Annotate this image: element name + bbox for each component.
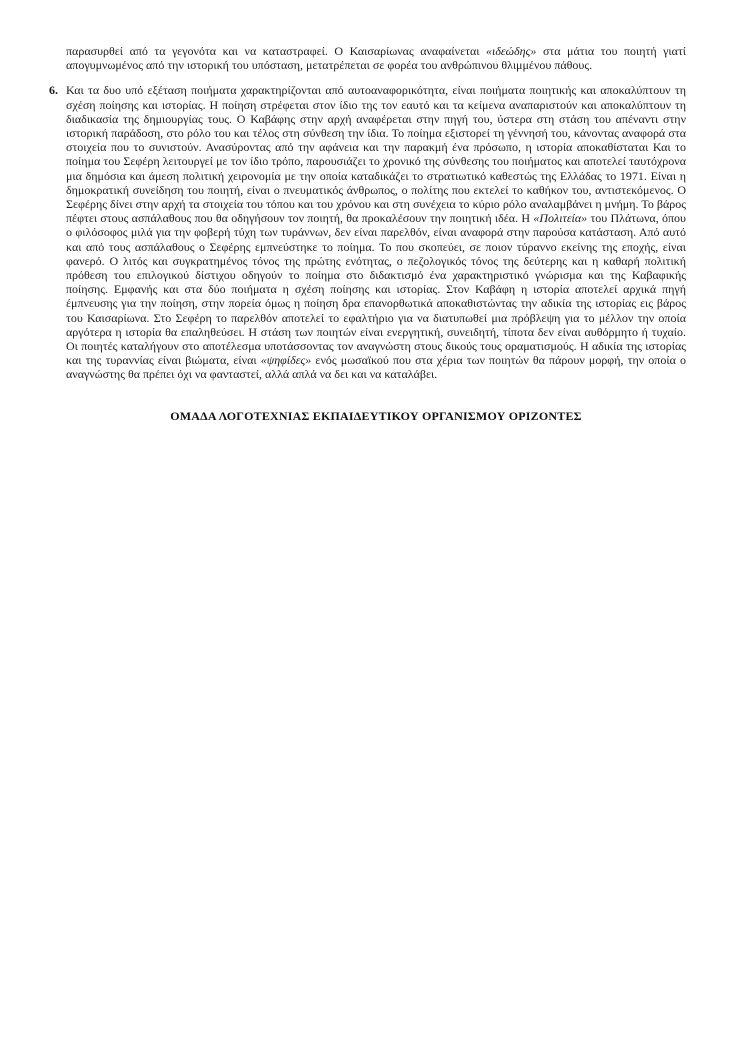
intro-text-segment: παρασυρθεί από τα γεγονότα και να καταστραφεί. Ο Καισαρίωνας αναφαίνεται bbox=[66, 44, 486, 58]
list-item-6 bbox=[49, 83, 686, 381]
item6-quoted-term-politeia: «Πολιτεία» bbox=[533, 211, 588, 226]
intro-quoted-term: «ιδεώδης» bbox=[486, 44, 537, 58]
item6-quoted-term-psifides: «ψηφίδες» bbox=[260, 353, 312, 368]
list-item-paragraph bbox=[66, 83, 686, 381]
item6-text-segment: Και τα δυο υπό εξέταση ποιήματα χαρακτηρίζονται από αυτοαναφορικότητα, είναι ποιήματα ποιητικής και αποκαλύπτουν τη σχέση ποίησης και ιστορίας. Η ποίηση στρέφεται στον ίδιο της τον εαυτό και τα κείμενα αναπαριστούν και αποκαλύπτουν τη διαδικασία της δημιουργίας τους. Ο Καβάφης στην αρχή αναφέρεται στην πηγή του, ύστερα στη στάση του απέναντι στην ιστορική παράδοση, στο ρόλο του και τέλος στη σύνθεση την ίδια. Το ποίημα εξιστορεί τη γέννησή του, κάνοντας αναφορά στα στοιχεία που το συνιστούν. Ανασύροντας από την αφάνεια και την παρακμή ένα πρόσωπο, η ιστορία αποκαθίσταται Και το ποίημα του Σεφέρη λειτουργεί με τον ίδιο τρόπο, παρουσιάζει το χρονικό της σύνθεσης του ποιήματος και αποτελεί ταυτόχρονα μια δημόσια και άμεση πολιτική χειρονομία με την οποία καταδικάζει το στρατιωτικό καθεστώς της Ελλάδας το 1971. Είναι η δημοκρατική συνείδηση του ποιητή, είναι ο πνευματικός άνθρωπος, ο πολίτης που εκτελεί το καθήκον του, αντιστεκόμενος. Ο Σεφέρης δίνει στην αρχή τα στοιχεία του τόπου και του χρόνου και στη συνέχεια το κύριο ρόλο αναλαμβάνει η μνήμη. Το βάρος πέφτει στους ασπάλαθους που θα οδηγήσουν τον ποιητή, θα προκαλέσουν την ποιητική ιδέα. Η bbox=[66, 83, 686, 226]
list-item-number: 6. bbox=[49, 83, 58, 98]
item6-text-segment: του Πλάτωνα, όπου ο φιλόσοφος μιλά για την φοβερή τύχη των τυράννων, δεν είναι παρελθόν, είναι αναφορά στην παρούσα κατάσταση. Από αυτό και από τους ασπάλαθους ο Σεφέρης εμπνεύστηκε το ποίημα. Το που σκοπεύει, σε ποιον τύραννο εκείνης της εποχής, είναι φανερό. Ο λιτός και συγκρατημένος τόνος της πρώτης ενότητας, ο πεζολογικός τόνος της δεύτερης και η καθαρή πολιτική πρόθεση του επιλογικού δίστιχου οδηγούν το ποίημα στο διδακτισμό ένα χαρακτηριστικό γνώρισμα και της Καβαφικής ποίησης. Εμφανής και στα δύο ποιήματα η σχέση ποίησης και ιστορίας. Στον Καβάφη η ιστορία αποτελεί αρχικά πηγή έμπνευσης για την ποίηση, στην πορεία όμως η ποίηση δρα επανορθωτικά αποκαθιστώντας την αδικία της ιστορίας εις βάρος του Καισαρίωνα. Στο Σεφέρη το παρελθόν αποτελεί το εφαλτήριο για να διατυπωθεί μια πρόβλεψη για το μέλλον την οποία αργότερα η ιστορία θα επαληθεύσει. Η στάση των ποιητών είναι ενεργητική, συνειδητή, τίποτα δεν είναι αυθόρμητο ή τυχαίο. Οι ποιητές καταλήγουν στο αποτέλεσμα υποτάσσοντας τον αναγνώστη στους δικούς τους οραματισμούς. Η αδικία της ιστορίας και της τυραννίας είναι βιώματα, είναι bbox=[66, 211, 687, 368]
item6-text-segment: ενός μωσαϊκού που στα χέρια των ποιητών θα πάρουν μορφή, την οποία ο αναγνώστης θα πρέπει όχι να φανταστεί, αλλά απλά να δει και να καταλάβει. bbox=[66, 353, 686, 382]
organization-heading: ΟΜΑΔΑ ΛΟΓΟΤΕΧΝΙΑΣ ΕΚΠΑΙΔΕΥΤΙΚΟΥ ΟΡΓΑΝΙΣΜΟΥ ΟΡΙΖΟΝΤΕΣ bbox=[170, 408, 582, 423]
intro-text-segment: στα μάτια του ποιητή γιατί απογυμνωμένος από την ιστορική του υπόσταση, μετατρέπεται σε φορέα του ανθρώπινου θλιμμένου πάθους. bbox=[66, 44, 686, 73]
intro-paragraph bbox=[66, 44, 686, 72]
